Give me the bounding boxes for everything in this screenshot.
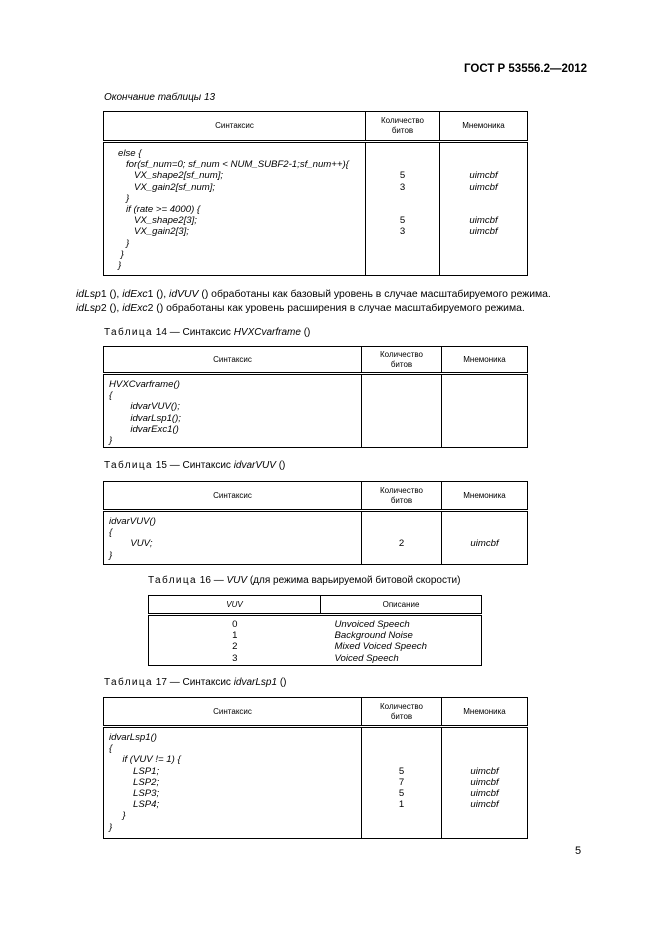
table-13-caption: Окончание таблицы 13 [104, 92, 216, 103]
column-header-syntax: Синтаксис [104, 698, 362, 727]
syntax-code: idvarLsp1() { if (VUV != 1) { LSP1; LSP2; LSP3; LSP4; } } [109, 732, 181, 833]
column-header-vuv: VUV [149, 596, 321, 615]
column-header-bits: Количество битов [362, 347, 442, 374]
column-header-mnemonic: Мнемоника [442, 482, 528, 511]
column-header-mnemonic: Мнемоника [442, 347, 528, 374]
column-header-bits: Количество битов [366, 112, 440, 142]
mnemonic-values: uimcbf [470, 538, 499, 550]
bits-values: 5 7 5 1 [398, 765, 405, 811]
column-header-syntax: Синтаксис [104, 112, 366, 142]
syntax-code: HVXCvarframe() { idvarVUV(); idvarLsp1(); idvarExc1() } [109, 379, 181, 447]
table-16 [148, 595, 482, 666]
column-header-mnemonic: Мнемоника [440, 112, 528, 142]
column-header-bits: Количество битов [362, 698, 442, 727]
table-15-caption: Таблица 15 — Синтаксис idvarVUV () [104, 460, 286, 471]
table-17-caption: Таблица 17 — Синтаксис idvarLsp1 () [104, 677, 287, 688]
table-13 [103, 111, 528, 276]
bits-values: 5 3 5 3 [399, 170, 406, 238]
syntax-code: idvarVUV() { VUV; } [109, 516, 156, 561]
column-header-syntax: Синтаксис [104, 482, 362, 511]
note-line-1: idLsp1 (), idExc1 (), idVUV () обработаны как базовый уровень в случае масштабируемого режима. [76, 289, 551, 300]
mnemonic-values: uimcbf uimcbf uimcbf uimcbf [469, 170, 498, 238]
table-16-caption: Таблица 16 — VUV (для режима варьируемой битовой скорости) [148, 575, 461, 586]
table-15 [103, 481, 528, 565]
table-14-caption: Таблица 14 — Синтаксис HVXCvarframe () [104, 327, 311, 338]
table-14 [103, 346, 528, 448]
page-number: 5 [575, 845, 582, 857]
document-id: ГОСТ Р 53556.2—2012 [464, 63, 588, 75]
column-header-mnemonic: Мнемоника [442, 698, 528, 727]
note-line-2: idLsp2 (), idExc2 () обработаны как уровень расширения в случае масштабируемого режима. [76, 303, 525, 314]
vuv-descriptions: Unvoiced Speech Background Noise Mixed Voiced Speech Voiced Speech [334, 619, 427, 664]
syntax-code: else { for(sf_num=0; sf_num < NUM_SUBF2-1;sf_num++){ VX_shape2[sf_num]; VX_gain2[sf_num]; } if (rate >= 4000) { VX_shape2[3]; VX_gain2[3]; } } } [118, 148, 349, 272]
bits-cell [362, 374, 442, 448]
mnemonic-cell [442, 374, 528, 448]
vuv-values: 0 1 2 3 [232, 619, 238, 664]
column-header-description: Описание [321, 596, 482, 615]
column-header-bits: Количество битов [362, 482, 442, 511]
table-17 [103, 697, 528, 839]
mnemonic-values: uimcbf uimcbf uimcbf uimcbf [470, 765, 499, 811]
bits-values: 2 [398, 538, 405, 550]
column-header-syntax: Синтаксис [104, 347, 362, 374]
